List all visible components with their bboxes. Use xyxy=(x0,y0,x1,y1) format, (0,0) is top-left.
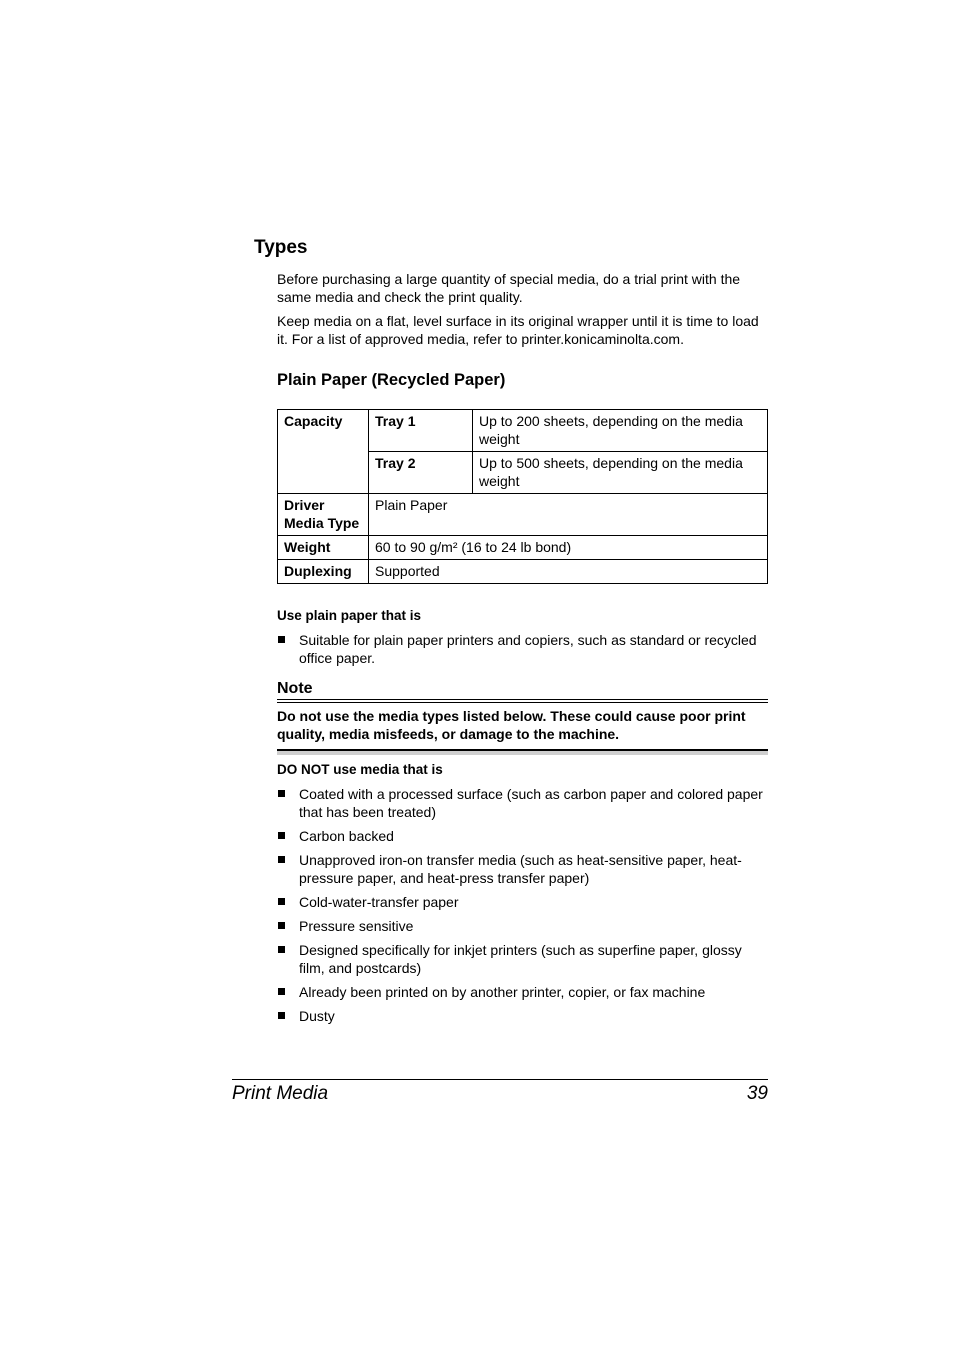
tray1-label: Tray 1 xyxy=(369,410,473,452)
list-item: Already been printed on by another printer, copier, or fax machine xyxy=(277,983,769,1001)
footer-chapter-title: Print Media xyxy=(232,1083,329,1104)
driver-media-type-value: Plain Paper xyxy=(369,494,768,536)
list-item: Carbon backed xyxy=(277,827,769,845)
bullet-square-icon xyxy=(278,790,285,797)
note-box xyxy=(277,678,768,755)
table-row xyxy=(278,494,768,536)
list-item: Designed specifically for inkjet printers (such as superfine paper, glossy film, and postcards) xyxy=(277,941,769,977)
intro-paragraph: Before purchasing a large quantity of special media, do a trial print with the same media and check the print quality. xyxy=(277,271,741,305)
footer-divider xyxy=(232,1079,768,1080)
table-row xyxy=(278,410,768,452)
bullet-square-icon xyxy=(278,832,285,839)
list-item: Suitable for plain paper printers and copiers, such as standard or recycled office paper. xyxy=(277,631,769,667)
table-row xyxy=(278,536,768,560)
bullet-square-icon xyxy=(278,922,285,929)
donot-list xyxy=(277,785,769,1031)
note-divider xyxy=(277,702,768,703)
note-body: Do not use the media types listed below. These could cause poor print quality, media misfeeds, or damage to the machine. xyxy=(277,708,746,742)
bullet-square-icon xyxy=(278,898,285,905)
duplexing-value: Supported xyxy=(369,560,768,584)
duplexing-label: Duplexing xyxy=(278,560,369,584)
tray1-value: Up to 200 sheets, depending on the media weight xyxy=(473,410,768,452)
section-title: Types xyxy=(254,237,308,258)
use-list xyxy=(277,631,769,673)
list-item: Pressure sensitive xyxy=(277,917,769,935)
bullet-square-icon xyxy=(278,636,285,643)
bullet-square-icon xyxy=(278,988,285,995)
driver-media-type-label: Driver Media Type xyxy=(278,494,369,536)
bullet-square-icon xyxy=(278,946,285,953)
tray2-label: Tray 2 xyxy=(369,452,473,494)
weight-label: Weight xyxy=(278,536,369,560)
tray2-value: Up to 500 sheets, depending on the media weight xyxy=(473,452,768,494)
note-divider xyxy=(277,751,768,755)
list-item: Dusty xyxy=(277,1007,769,1025)
list-item: Coated with a processed surface (such as carbon paper and colored paper that has been treated) xyxy=(277,785,769,821)
storage-paragraph: Keep media on a flat, level surface in its original wrapper until it is time to load it. For a list of approved media, refer to printer.konicaminolta.com. xyxy=(277,313,759,347)
table-row xyxy=(278,560,768,584)
bullet-square-icon xyxy=(278,856,285,863)
media-spec-table xyxy=(277,409,768,584)
donot-heading: DO NOT use media that is xyxy=(277,762,443,777)
bullet-square-icon xyxy=(278,1012,285,1019)
note-title: Note xyxy=(277,680,313,697)
use-heading: Use plain paper that is xyxy=(277,608,422,623)
note-divider xyxy=(277,699,768,700)
subsection-title: Plain Paper (Recycled Paper) xyxy=(277,371,506,389)
page-number: 39 xyxy=(746,1083,768,1104)
list-item: Cold-water-transfer paper xyxy=(277,893,769,911)
weight-value: 60 to 90 g/m² (16 to 24 lb bond) xyxy=(369,536,768,560)
capacity-label: Capacity xyxy=(278,410,369,494)
list-item: Unapproved iron-on transfer media (such as heat-sensitive paper, heat-pressure paper, and heat-press transfer paper) xyxy=(277,851,769,887)
